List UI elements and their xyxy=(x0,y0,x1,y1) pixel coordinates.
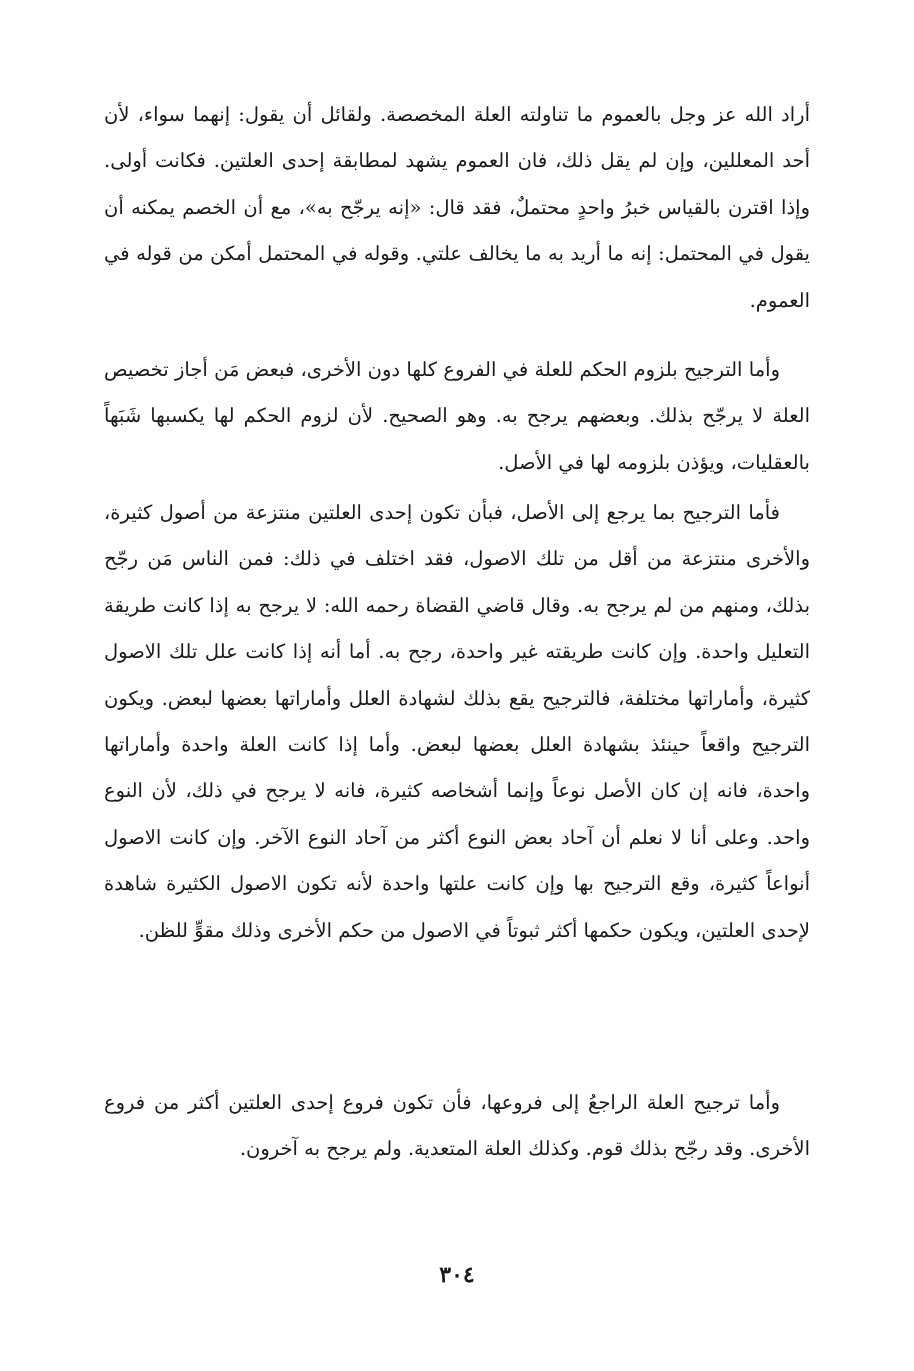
paragraph-2 xyxy=(0,347,914,486)
paragraph-1 xyxy=(0,92,914,324)
paragraph-3 xyxy=(0,490,914,954)
page-number: ٣٠٤ xyxy=(439,1262,475,1288)
paragraph-4 xyxy=(0,1080,914,1173)
paragraph-text: وأما الترجيح بلزوم الحكم للعلة في الفروع كلها دون الأخرى، فبعض مَن أجاز تخصيص العلة لا يرجّح بذلك. وبعضهم يرجح به. وهو الصحيح. لأن لزوم الحكم لها يكسبها شَبَهاً بالعقليات، ويؤذن بلزومه لها في الأصل. xyxy=(104,358,810,474)
paragraph-text: فأما الترجيح بما يرجع إلى الأصل، فبأن تكون إحدى العلتين منتزعة من أصول كثيرة، والأخرى منتزعة من أقل من تلك الاصول، فقد اختلف في ذلك: فمن الناس مَن رجّح بذلك، ومنهم من لم يرجح به. وقال قاضي القضاة رحمه الله: لا يرجح به إذا كانت طريقة التعليل واحدة. وإن كانت طريقته غير واحدة، رجح به. أما أنه إذا كانت علل تلك الاصول كثيرة، وأماراتها مختلفة، فالترجيح يقع بذلك لشهادة العلل وأماراتها بعضها لبعض. ويكون الترجيح واقعاً حينئذ بشهادة العلل بعضها لبعض. وأما إذا كانت العلة واحدة وأماراتها واحدة، فانه إن كان الأصل نوعاً وإنما أشخاصه كثيرة، فانه لا يرجح في ذلك، لأن النوع واحد. وعلى أنا لا نعلم أن آحاد بعض النوع أكثر من آحاد النوع الآخر. وإن كانت الاصول أنواعاً كثيرة، وقع الترجيح بها وإن كانت علتها واحدة لأنه تكون الاصول الكثيرة شاهدة لإحدى العلتين، ويكون حكمها أكثر ثبوتاً في الاصول من حكم الأخرى وذلك مقوٍّ للظن. xyxy=(104,501,810,942)
paragraph-text: وأما ترجيح العلة الراجعُ إلى فروعها، فأن تكون فروع إحدى العلتين أكثر من فروع الأخرى. وقد رجّح بذلك قوم. وكذلك العلة المتعدية. ولم يرجح به آخرون. xyxy=(104,1091,810,1161)
paragraph-text: أراد الله عز وجل بالعموم ما تناولته العلة المخصصة. ولقائل أن يقول: إنهما سواء، لأن أحد المعللين، وإن لم يقل ذلك، فان العموم يشهد لمطابقة إحدى العلتين. فكانت أولى. وإذا اقترن بالقياس خبرُ واحدٍ محتملٌ، فقد قال: «إنه يرجّح به»، مع أن الخصم يمكنه أن يقول في المحتمل: إنه ما أريد به ما يخالف علتي. وقوله في المحتمل أمكن من قوله في العموم. xyxy=(104,103,810,312)
